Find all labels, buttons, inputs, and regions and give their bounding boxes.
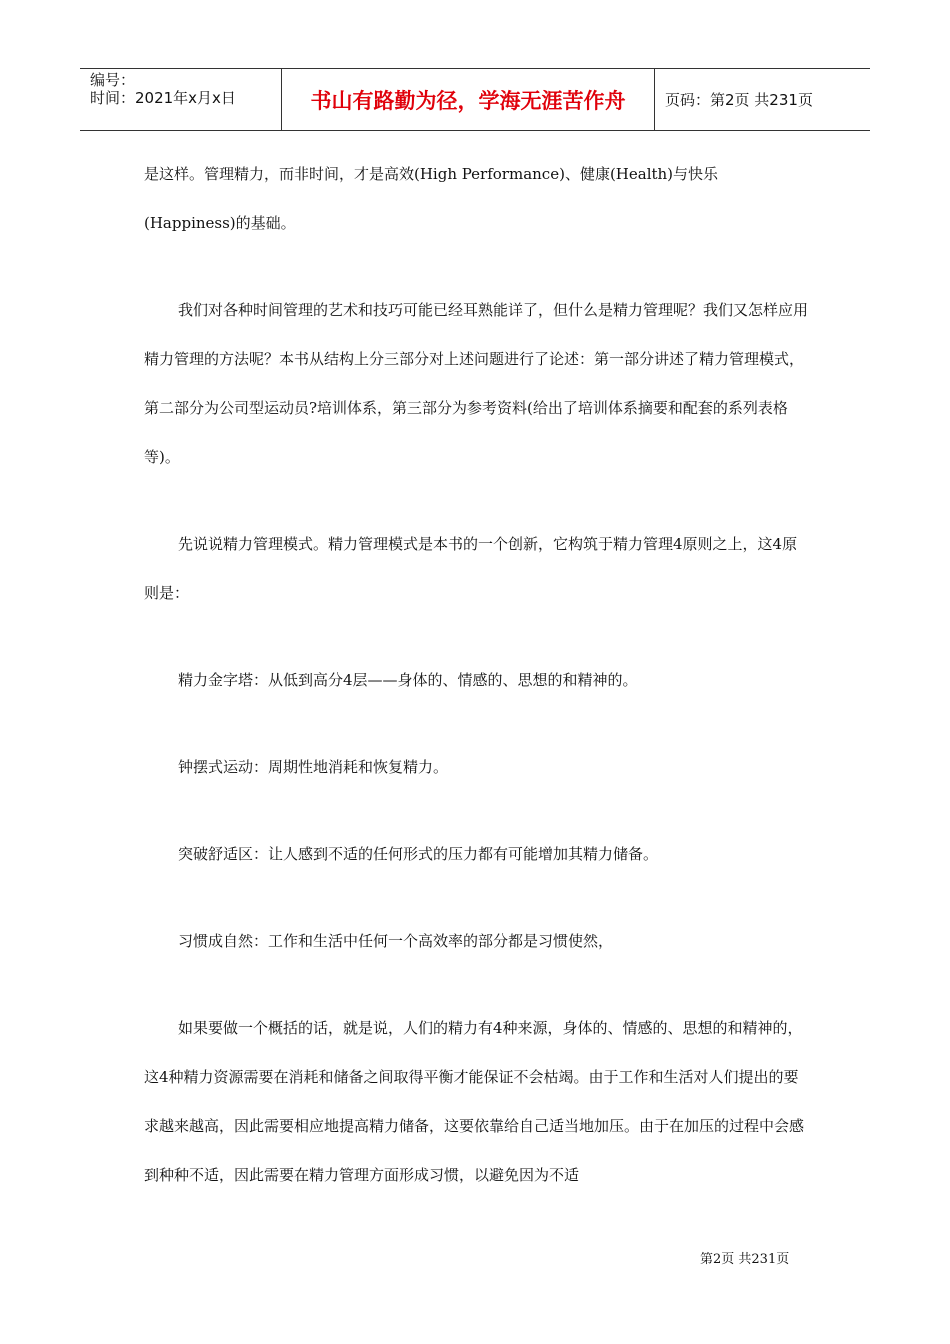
- page-header: [80, 68, 870, 131]
- paragraph: 如果要做一个概括的话，就是说，人们的精力有4种来源，身体的、情感的、思想的和精神的，这4种精力资源需要在消耗和储备之间取得平衡才能保证不会枯竭。由于工作和生活对人们提出的要求越来越高，因此需要相应地提高精力储备，这要依靠给自己适当地加压。由于在加压的过程中会感到种种不适，因此需要在精力管理方面形成习惯，以避免因为不适: [144, 1019, 805, 1184]
- paragraph: 先说说精力管理模式。精力管理模式是本书的一个创新，它构筑于精力管理4原则之上，这4原则是：: [144, 535, 798, 602]
- header-motto: 书山有路勤为径，学海无涯苦作舟: [282, 69, 655, 130]
- paragraph: 钟摆式运动：周期性地消耗和恢复精力。: [178, 758, 449, 776]
- document-body: [144, 150, 808, 1200]
- header-meta: [80, 69, 282, 130]
- document-date: 时间：2021年x月x日: [90, 89, 236, 107]
- document-number-label: 编号：: [90, 71, 136, 89]
- header-page-info: 页码：第2页 共231页: [665, 91, 813, 109]
- paragraph: 是这样。管理精力，而非时间，才是高效(High Performance)、健康(Health)与快乐(Happiness)的基础。: [144, 165, 719, 232]
- paragraph: 习惯成自然：工作和生活中任何一个高效率的部分都是习惯使然，: [178, 932, 614, 950]
- page-footer: 第2页 共231页: [700, 1252, 790, 1267]
- paragraph: 我们对各种时间管理的艺术和技巧可能已经耳熟能详了，但什么是精力管理呢？我们又怎样应用精力管理的方法呢？本书从结构上分三部分对上述问题进行了论述：第一部分讲述了精力管理模式，第二部分为公司型运动员?培训体系，第三部分为参考资料(给出了培训体系摘要和配套的系列表格等)。: [144, 301, 809, 466]
- paragraph: 精力金字塔：从低到高分4层——身体的、情感的、思想的和精神的。: [178, 671, 638, 689]
- paragraph: 突破舒适区：让人感到不适的任何形式的压力都有可能增加其精力储备。: [178, 845, 659, 863]
